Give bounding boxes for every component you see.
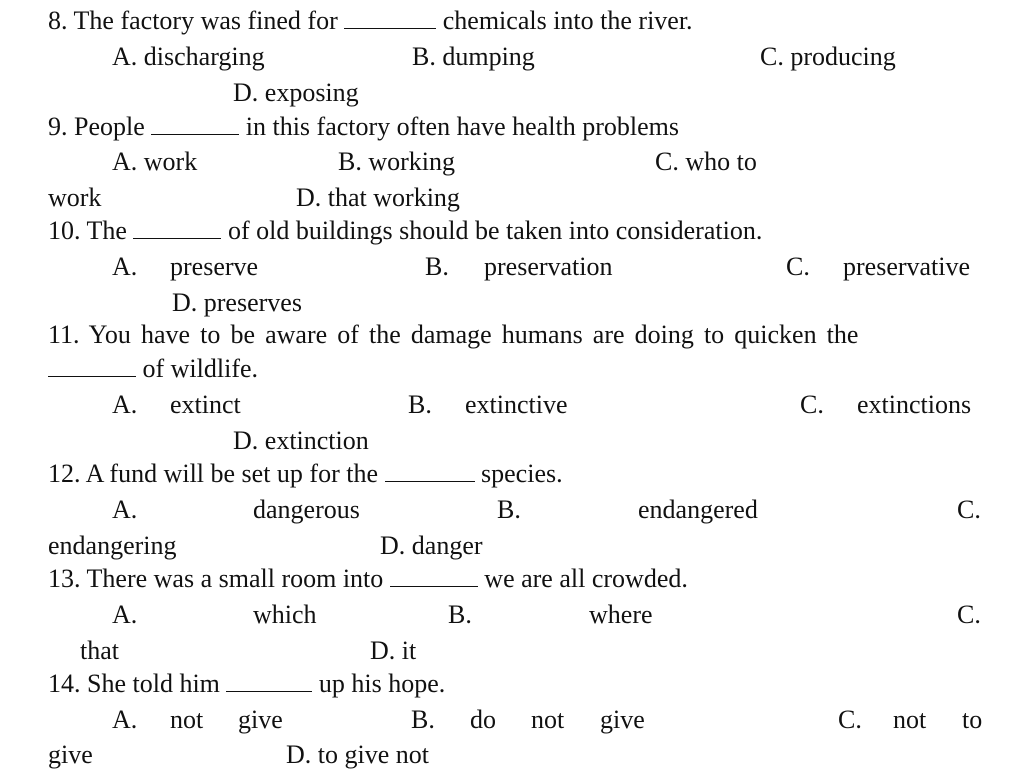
question-11-stem: 11. You have to be aware of the damage humans are doing to quicken the	[48, 320, 859, 349]
option-c-letter: C.	[800, 390, 824, 419]
option-a-word: not	[170, 705, 204, 734]
option-c-letter: C.	[957, 495, 981, 524]
option-d: D. extinction	[233, 426, 369, 455]
answer-blank	[344, 6, 436, 29]
answer-blank	[226, 669, 312, 692]
option-c-word: not	[893, 705, 927, 734]
question-10-stem	[48, 214, 762, 248]
answer-blank	[390, 564, 478, 587]
option-b-word: not	[531, 705, 565, 734]
option-d: D. exposing	[233, 78, 359, 107]
option-b-word: give	[600, 705, 645, 734]
question-12-stem	[48, 457, 563, 491]
stem-text: we are all crowded.	[484, 564, 688, 593]
option-d: D. preserves	[172, 288, 302, 317]
option-a-letter: A.	[112, 600, 138, 629]
answer-blank	[133, 216, 221, 239]
option-c-letter: C.	[786, 252, 810, 281]
option-a: A. work	[112, 147, 198, 176]
option-c: C. producing	[760, 42, 896, 71]
stem-text: in this factory often have health problems	[245, 112, 679, 141]
option-a-letter: A.	[112, 390, 138, 419]
stem-text: 8. The factory was fined for	[48, 6, 338, 35]
option-d: D. it	[370, 636, 417, 665]
stem-text: chemicals into the river.	[442, 6, 693, 35]
option-c: preservative	[843, 252, 971, 281]
option-c: that	[80, 636, 119, 665]
stem-text: up his hope.	[318, 669, 446, 698]
option-d: D. that working	[296, 183, 460, 212]
option-a: extinct	[170, 390, 241, 419]
option-a: preserve	[170, 252, 259, 281]
option-a-word: give	[238, 705, 283, 734]
option-b-letter: B.	[408, 390, 432, 419]
option-c-continued: give	[48, 740, 93, 769]
stem-text: 13. There was a small room into	[48, 564, 384, 593]
stem-text: 10. The	[48, 216, 127, 245]
option-c: endangering	[48, 531, 177, 560]
question-11-stem-continued	[48, 352, 258, 386]
option-a-letter: A.	[112, 252, 138, 281]
option-a: which	[253, 600, 317, 629]
option-b: preservation	[484, 252, 613, 281]
question-9-stem	[48, 110, 679, 144]
answer-blank	[151, 112, 239, 135]
option-b-letter: B.	[497, 495, 521, 524]
answer-blank	[48, 354, 136, 377]
option-a: A. discharging	[112, 42, 265, 71]
option-b: B. working	[338, 147, 455, 176]
option-b-letter: B.	[448, 600, 472, 629]
option-c: C. who to	[655, 147, 757, 176]
question-14-stem	[48, 667, 445, 701]
stem-text: species.	[481, 459, 563, 488]
option-c: extinctions	[857, 390, 972, 419]
option-b-letter: B.	[425, 252, 449, 281]
stem-text: 12. A fund will be set up for the	[48, 459, 379, 488]
option-b-word: do	[470, 705, 496, 734]
question-8-stem	[48, 4, 693, 38]
option-d: D. danger	[380, 531, 483, 560]
option-a-letter: A.	[112, 705, 138, 734]
option-b: extinctive	[465, 390, 568, 419]
option-a: dangerous	[253, 495, 360, 524]
option-c-word: to	[962, 705, 983, 734]
option-b: endangered	[638, 495, 758, 524]
option-b-letter: B.	[411, 705, 435, 734]
stem-text: 9. People	[48, 112, 145, 141]
option-a-letter: A.	[112, 495, 138, 524]
option-b: where	[589, 600, 653, 629]
stem-text: of wildlife.	[142, 354, 259, 383]
option-c-letter: C.	[838, 705, 862, 734]
option-b: B. dumping	[412, 42, 535, 71]
stem-text: 14. She told him	[48, 669, 220, 698]
question-13-stem	[48, 562, 688, 596]
option-c-continued: work	[48, 183, 102, 212]
stem-text: of old buildings should be taken into consideration.	[227, 216, 763, 245]
answer-blank	[385, 459, 475, 482]
option-c-letter: C.	[957, 600, 981, 629]
option-d: D. to give not	[286, 740, 429, 769]
